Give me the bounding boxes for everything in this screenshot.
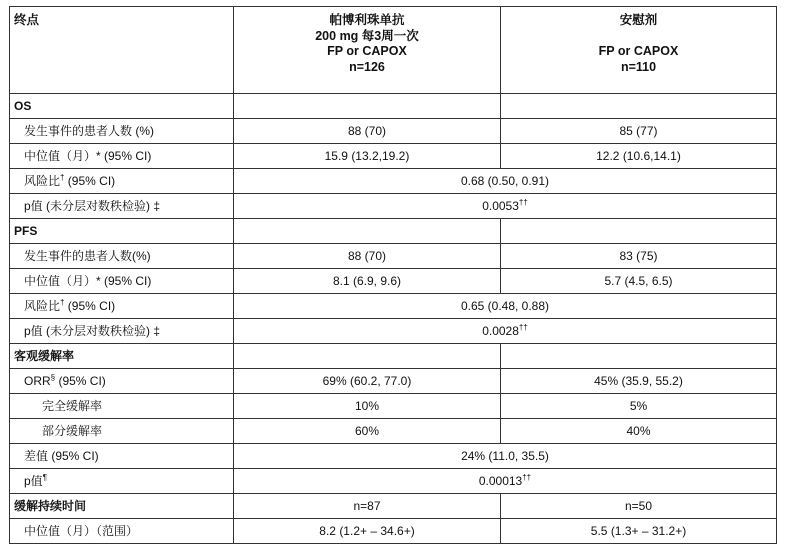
row-label (10, 319, 234, 344)
results-table-container (9, 6, 777, 544)
row-label-text: p值 (24, 474, 43, 488)
table-row (10, 369, 777, 394)
table-row (10, 469, 777, 494)
section-row (10, 219, 777, 244)
row-label (10, 269, 234, 294)
footnote-mark: †† (522, 473, 532, 482)
placebo-value: 5.5 (1.3+ – 31.2+) (501, 519, 777, 544)
section-empty-cell (234, 219, 501, 244)
combined-value-text: 0.0053 (482, 199, 519, 213)
header-placebo-arm (501, 7, 777, 94)
row-label-text: 风险比 (24, 299, 61, 313)
row-label-text: 缓解持续时间 (14, 499, 87, 513)
section-empty-cell (234, 344, 501, 369)
header-col2-line4: n=110 (620, 59, 657, 74)
placebo-value: 12.2 (10.6,14.1) (501, 144, 777, 169)
pembrolizumab-value: 8.2 (1.2+ – 34.6+) (234, 519, 501, 544)
table-row (10, 119, 777, 144)
combined-value (234, 444, 777, 469)
combined-value (234, 294, 777, 319)
header-col1-line4: n=126 (349, 59, 385, 74)
row-label (10, 394, 234, 419)
section-empty-cell (501, 219, 777, 244)
table-row (10, 244, 777, 269)
footnote-mark: †† (518, 198, 528, 207)
row-label (10, 419, 234, 444)
row-label (10, 294, 234, 319)
table-row (10, 144, 777, 169)
combined-value-text: 24% (11.0, 35.5) (461, 449, 549, 463)
pembrolizumab-value: 69% (60.2, 77.0) (234, 369, 501, 394)
combined-value-text: 0.0028 (482, 324, 519, 338)
table-row (10, 194, 777, 219)
combined-value (234, 169, 777, 194)
placebo-value: n=50 (501, 494, 777, 519)
pembrolizumab-value: 88 (70) (234, 244, 501, 269)
header-col1-line1: 帕博利珠单抗 (329, 13, 405, 27)
efficacy-results-table (9, 6, 777, 544)
row-label (10, 194, 234, 219)
row-label-text: 中位值（月）* (95% CI) (24, 274, 152, 288)
section-empty-cell (234, 94, 501, 119)
header-col2-line1: 安慰剂 (619, 13, 658, 27)
row-label-text: 中位值（月）* (95% CI) (24, 149, 152, 163)
row-label (10, 519, 234, 544)
section-empty-cell (501, 94, 777, 119)
row-label-text: 中位值（月）（范围） (24, 524, 139, 538)
table-body (10, 7, 777, 544)
row-label-text: p值 (未分层对数秩检验) ‡ (24, 324, 161, 338)
row-label (10, 144, 234, 169)
row-label (10, 494, 234, 519)
row-label-text: 部分缓解率 (42, 424, 103, 438)
combined-value-text: 0.00013 (478, 474, 523, 488)
combined-value (234, 319, 777, 344)
row-label-text: ORR (24, 374, 51, 388)
header-col1-line2: 200 mg 每3周一次 (315, 28, 419, 43)
row-label (10, 244, 234, 269)
section-empty-cell (501, 344, 777, 369)
placebo-value: 85 (77) (501, 119, 777, 144)
section-row (10, 344, 777, 369)
table-row (10, 519, 777, 544)
row-label-text: 差值 (95% CI) (24, 449, 99, 463)
row-label-text: 发生事件的患者人数(%) (24, 249, 151, 263)
pembrolizumab-value: 8.1 (6.9, 9.6) (234, 269, 501, 294)
row-label (10, 369, 234, 394)
table-row (10, 319, 777, 344)
header-pembrolizumab-arm (234, 7, 501, 94)
row-label-tail: (95% CI) (64, 299, 116, 313)
row-label-tail: (95% CI) (55, 374, 106, 388)
row-label (10, 119, 234, 144)
pembrolizumab-value: n=87 (234, 494, 501, 519)
table-header-row (10, 7, 777, 94)
combined-value (234, 194, 777, 219)
section-label: OS (10, 94, 234, 119)
footnote-mark: ¶ (42, 473, 47, 482)
placebo-value: 45% (35.9, 55.2) (501, 369, 777, 394)
row-label (10, 169, 234, 194)
table-row (10, 169, 777, 194)
header-col1-line3: FP or CAPOX (327, 44, 407, 58)
table-row (10, 419, 777, 444)
placebo-value: 83 (75) (501, 244, 777, 269)
row-label-text: 完全缓解率 (42, 399, 103, 413)
footnote-mark: †† (518, 323, 528, 332)
row-label-text: 风险比 (24, 174, 61, 188)
table-row (10, 494, 777, 519)
section-label: PFS (10, 219, 234, 244)
footnote-mark: † (60, 298, 65, 307)
header-col2-line3: FP or CAPOX (598, 44, 679, 58)
section-label: 客观缓解率 (10, 344, 234, 369)
header-col2-line2 (505, 29, 772, 45)
row-label-text: p值 (未分层对数秩检验) ‡ (24, 199, 161, 213)
header-endpoint: 终点 (10, 7, 234, 94)
table-row (10, 394, 777, 419)
placebo-value: 5% (501, 394, 777, 419)
pembrolizumab-value: 15.9 (13.2,19.2) (234, 144, 501, 169)
placebo-value: 5.7 (4.5, 6.5) (501, 269, 777, 294)
footnote-mark: † (60, 173, 65, 182)
section-row (10, 94, 777, 119)
pembrolizumab-value: 10% (234, 394, 501, 419)
row-label-text: 发生事件的患者人数 (%) (24, 124, 154, 138)
combined-value (234, 469, 777, 494)
footnote-mark: § (50, 373, 56, 382)
pembrolizumab-value: 88 (70) (234, 119, 501, 144)
combined-value-text: 0.65 (0.48, 0.88) (460, 299, 550, 313)
row-label-tail: (95% CI) (64, 174, 116, 188)
table-row (10, 444, 777, 469)
row-label (10, 444, 234, 469)
placebo-value: 40% (501, 419, 777, 444)
table-row (10, 269, 777, 294)
combined-value-text: 0.68 (0.50, 0.91) (460, 174, 550, 188)
pembrolizumab-value: 60% (234, 419, 501, 444)
row-label (10, 469, 234, 494)
table-row (10, 294, 777, 319)
